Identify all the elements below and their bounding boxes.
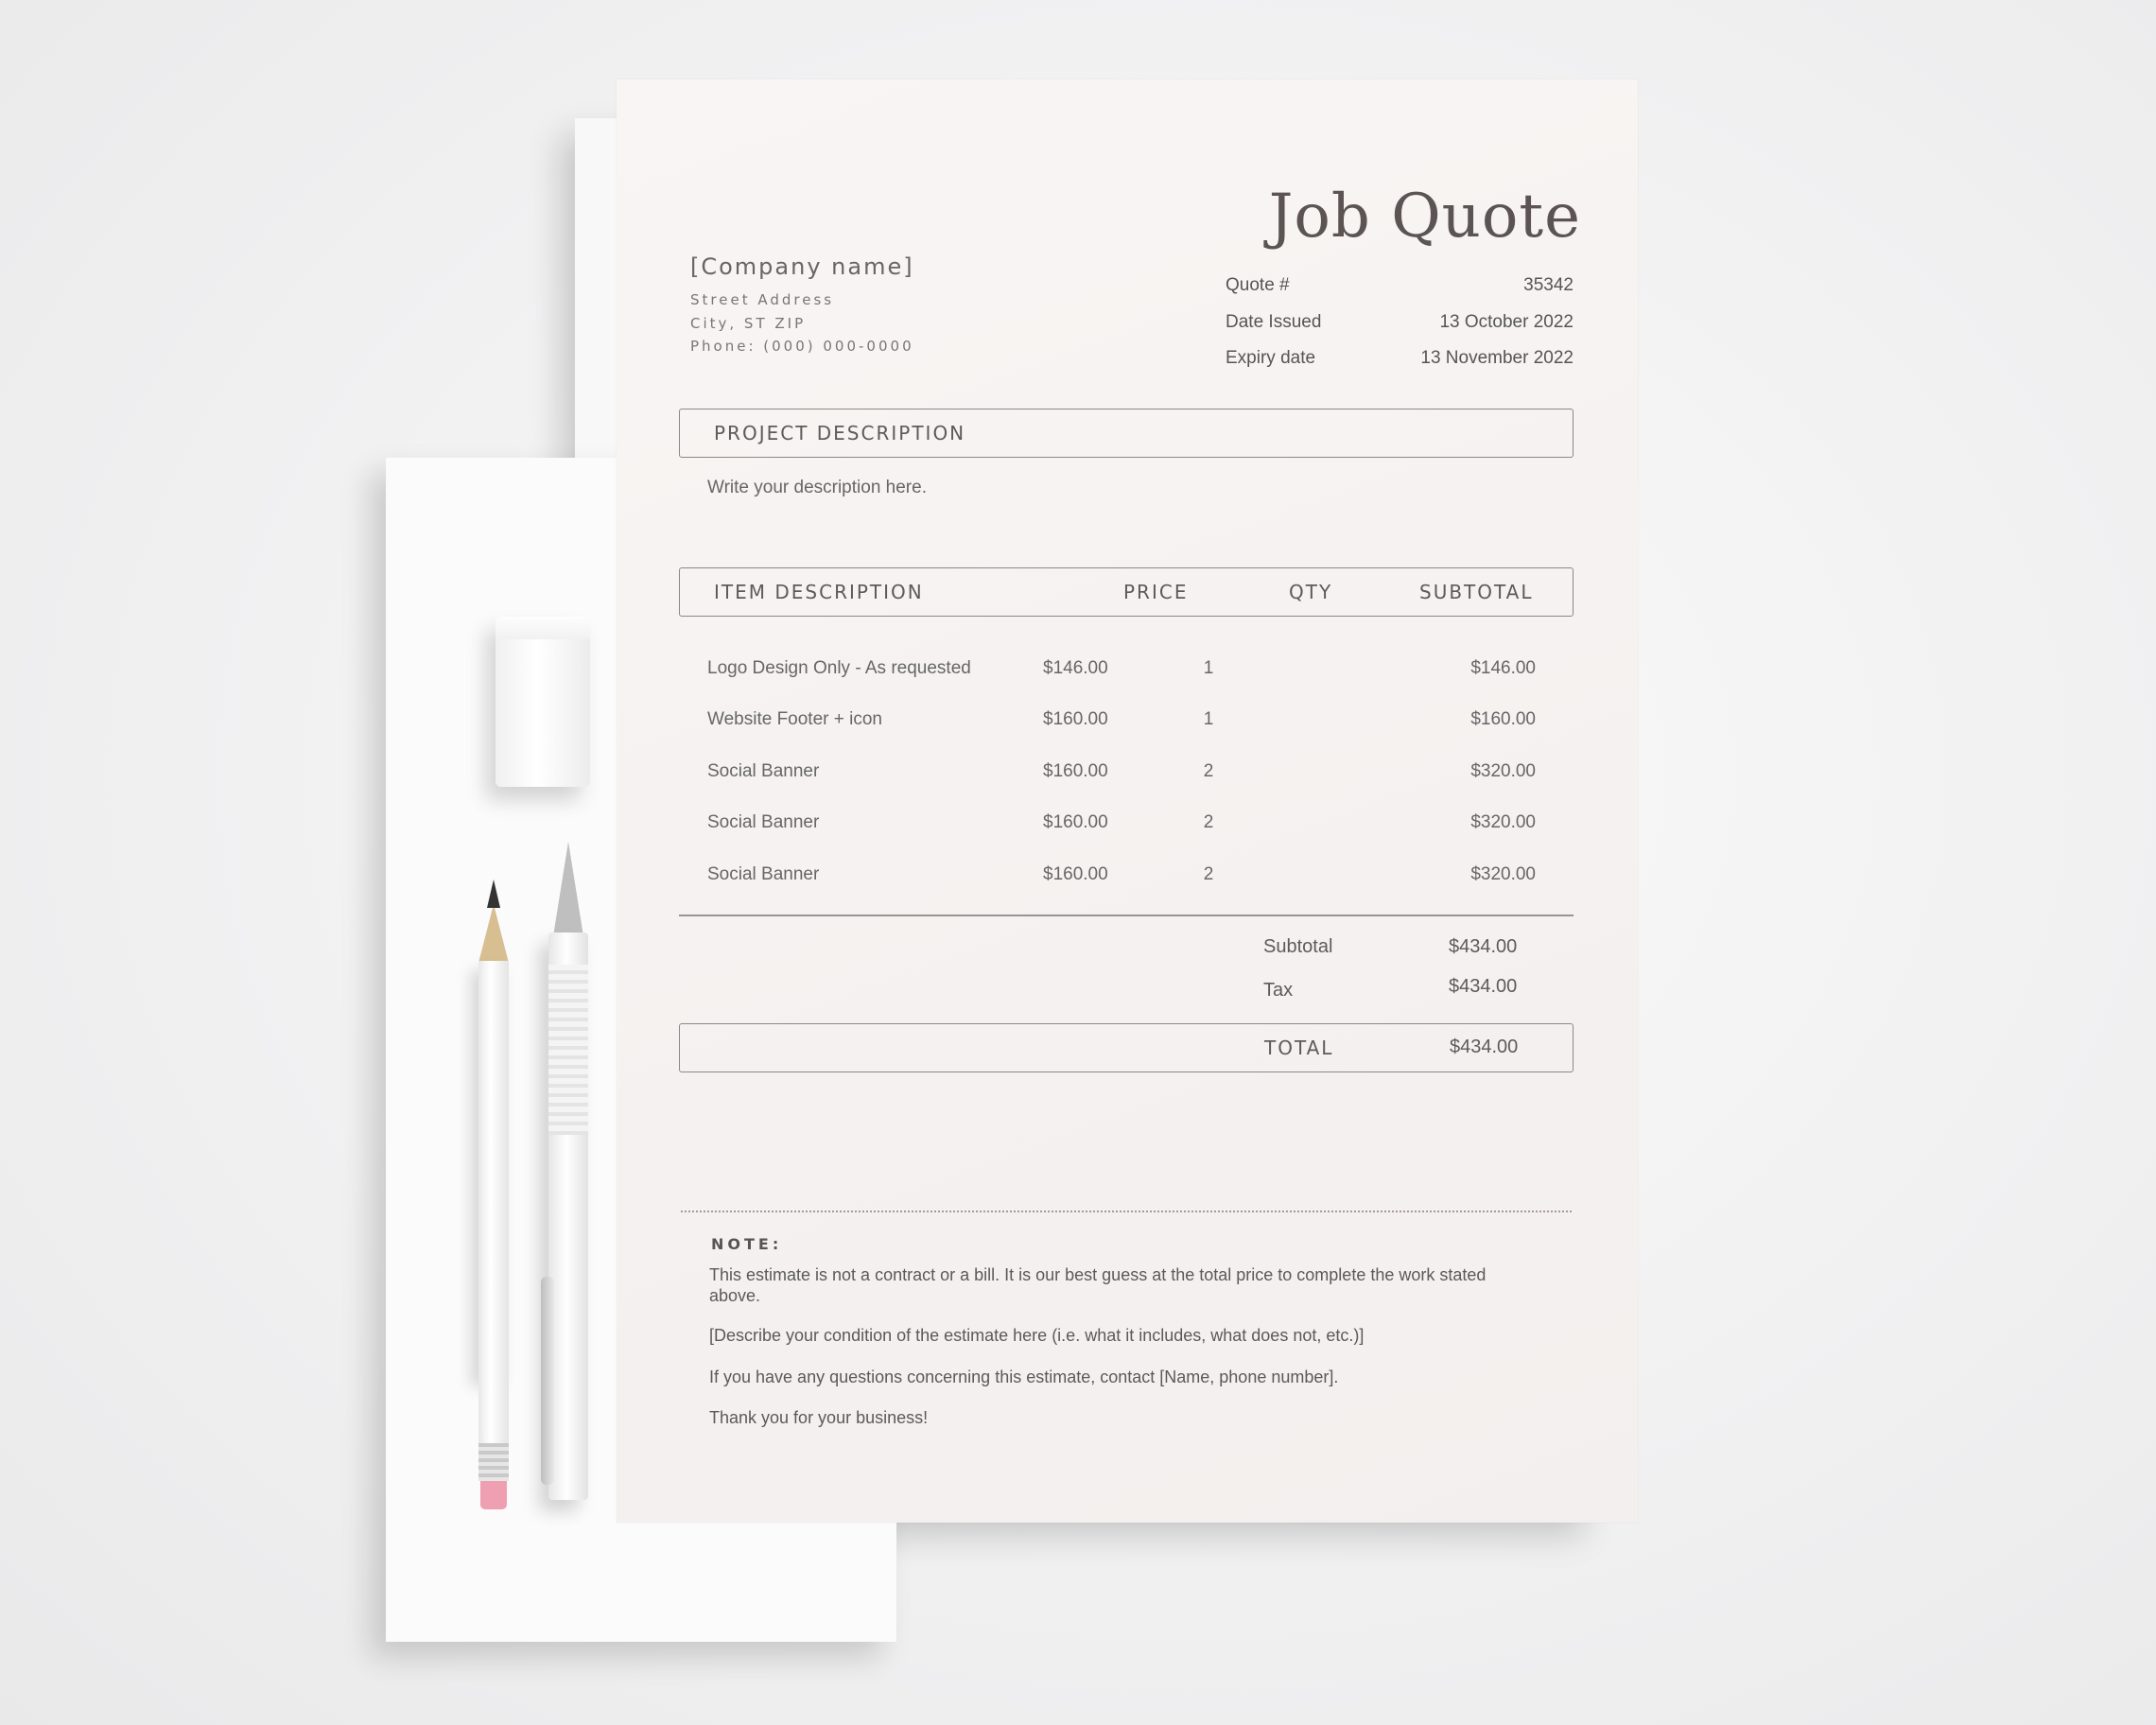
subtotal-label: Subtotal — [1263, 936, 1333, 957]
note-line: [Describe your condition of the estimate here (i.e. what it includes, what does not, etc.)] — [709, 1326, 1365, 1345]
item-qty: 2 — [1203, 812, 1214, 832]
street-address: Street Address — [690, 291, 835, 308]
header-qty: QTY — [1289, 581, 1333, 603]
project-description-heading: PROJECT DESCRIPTION — [714, 422, 966, 444]
quote-number-value: 35342 — [1523, 275, 1574, 295]
table-row — [679, 761, 1574, 790]
table-row — [679, 658, 1574, 687]
note-title: NOTE: — [711, 1235, 783, 1253]
document-title: Job Quote — [1268, 182, 1581, 252]
mechanical-pencil — [548, 842, 588, 1523]
date-issued-value: 13 October 2022 — [1439, 312, 1574, 332]
eraser — [496, 617, 590, 787]
item-description: Logo Design Only - As requested — [707, 658, 971, 678]
note-line: Thank you for your business! — [709, 1408, 929, 1427]
item-qty: 1 — [1203, 709, 1214, 729]
pencil — [478, 880, 509, 1525]
note-line: If you have any questions concerning this estimate, contact [Name, phone number]. — [709, 1368, 1339, 1386]
total-label: TOTAL — [1264, 1037, 1334, 1059]
quote-number-label: Quote # — [1226, 275, 1290, 295]
header-price: PRICE — [1123, 581, 1189, 603]
expiry-date-label: Expiry date — [1226, 348, 1316, 368]
total-box — [679, 1023, 1574, 1072]
item-qty: 1 — [1203, 658, 1214, 678]
table-row — [679, 709, 1574, 738]
item-price: $160.00 — [1043, 709, 1108, 729]
item-description: Website Footer + icon — [707, 709, 882, 729]
header-subtotal: SUBTOTAL — [1419, 581, 1534, 603]
total-value: $434.00 — [1450, 1037, 1519, 1057]
items-table-header — [679, 567, 1574, 617]
expiry-date-value: 13 November 2022 — [1420, 348, 1574, 368]
item-description: Social Banner — [707, 761, 820, 781]
phone-number: Phone: (000) 000-0000 — [690, 338, 914, 355]
quote-document — [617, 79, 1638, 1523]
item-price: $160.00 — [1043, 812, 1108, 832]
date-issued-label: Date Issued — [1226, 312, 1322, 332]
tax-label: Tax — [1263, 980, 1294, 1001]
item-subtotal: $320.00 — [1470, 864, 1536, 884]
item-subtotal: $320.00 — [1470, 812, 1536, 832]
note-divider — [681, 1211, 1572, 1212]
company-name: [Company name] — [690, 253, 914, 280]
item-price: $146.00 — [1043, 658, 1108, 678]
item-subtotal: $146.00 — [1470, 658, 1536, 678]
item-description: Social Banner — [707, 864, 820, 884]
item-subtotal: $160.00 — [1470, 709, 1536, 729]
item-qty: 2 — [1203, 761, 1214, 781]
tax-value: $434.00 — [1449, 976, 1518, 997]
item-price: $160.00 — [1043, 761, 1108, 781]
item-subtotal: $320.00 — [1470, 761, 1536, 781]
table-row — [679, 864, 1574, 893]
note-line: This estimate is not a contract or a bill. It is our best guess at the total price to complete the work stated above. — [709, 1265, 1487, 1305]
table-divider — [679, 915, 1574, 916]
header-item-description: ITEM DESCRIPTION — [714, 581, 924, 603]
city-state-zip: City, ST ZIP — [690, 315, 807, 332]
item-price: $160.00 — [1043, 864, 1108, 884]
table-row — [679, 812, 1574, 841]
project-description-header — [679, 409, 1574, 458]
item-description: Social Banner — [707, 812, 820, 832]
subtotal-value: $434.00 — [1449, 936, 1518, 957]
item-qty: 2 — [1203, 864, 1214, 884]
project-description-text: Write your description here. — [707, 478, 927, 497]
